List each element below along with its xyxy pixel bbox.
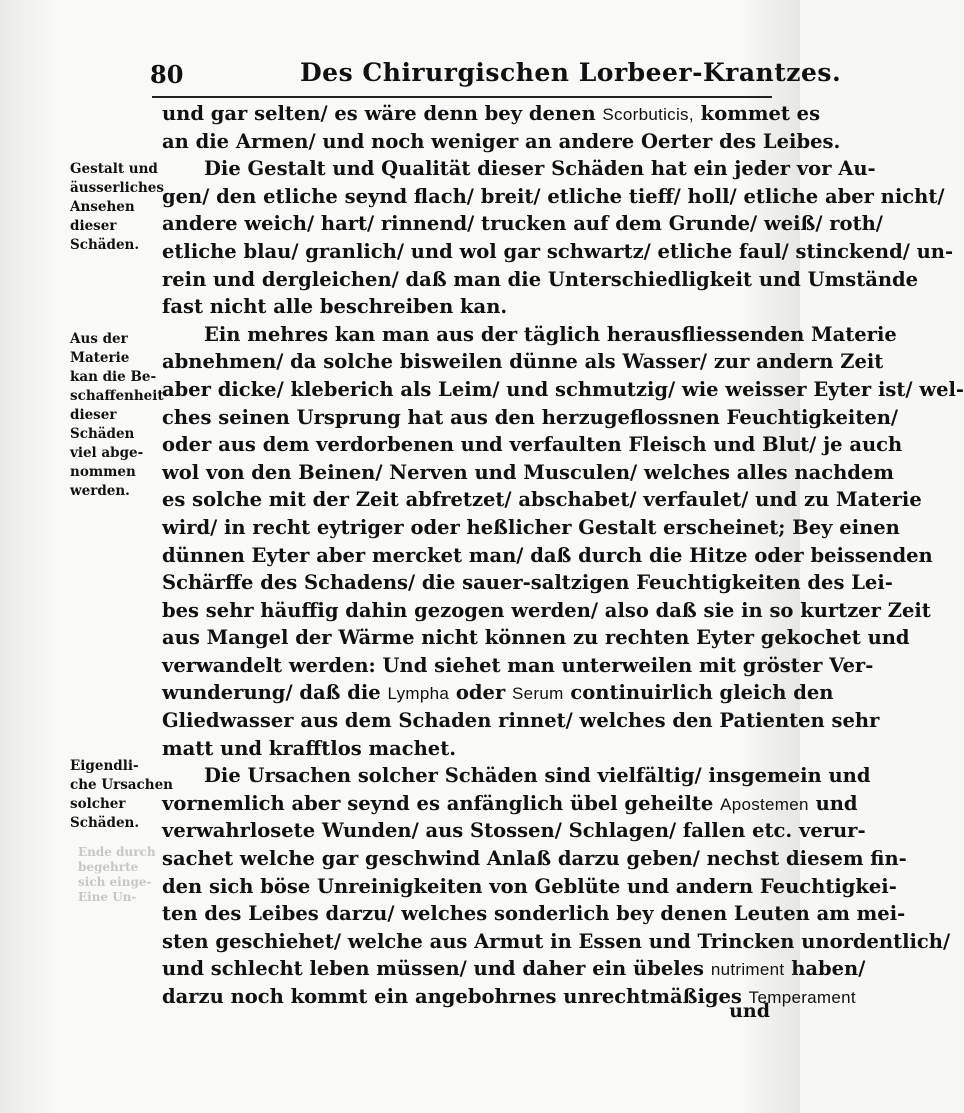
latin-term: Temperament — [748, 988, 856, 1007]
text-segment: abnehmen/ da solche bisweilen dünne als Wasser/ zur andern Zeit — [162, 350, 884, 374]
bleed-line: begehrte — [78, 860, 139, 874]
text-line — [162, 459, 894, 487]
text-segment: rein und dergleichen/ daß man die Unterschiedligkeit und Umstände — [162, 267, 919, 291]
text-line — [162, 955, 866, 983]
margin-note-line: Schäden. — [70, 237, 140, 253]
margin-note-line: schaffenheit — [70, 388, 164, 404]
text-line — [162, 983, 856, 1011]
text-line — [162, 542, 933, 570]
text-segment: sten geschiehet/ welche aus Armut in Essen und Trincken unordentlich/ — [162, 929, 951, 953]
text-line — [162, 679, 834, 707]
text-line — [162, 431, 903, 459]
running-title: Des Chirurgischen Lorbeer-Krantzes. — [300, 58, 842, 87]
text-segment: vornemlich aber seynd es anfänglich übel geheilte — [162, 791, 721, 815]
text-segment: verwandelt werden: Und siehet man unterweilen mit gröster Ver- — [162, 653, 874, 677]
text-segment: verwahrlosete Wunden/ aus Stossen/ Schlagen/ fallen etc. verur- — [162, 819, 866, 843]
text-line — [162, 900, 906, 928]
latin-term: nutriment — [710, 960, 785, 980]
text-line — [162, 928, 951, 956]
text-line — [162, 293, 772, 321]
margin-note-line: Eigendli- — [70, 758, 139, 774]
text-line — [162, 376, 964, 404]
page-header — [150, 58, 842, 98]
text-line — [162, 735, 772, 763]
header-rule — [152, 96, 772, 98]
text-segment: andere weich/ hart/ rinnend/ trucken auf dem Grunde/ weiß/ roth/ — [162, 212, 883, 236]
catchword: und — [729, 1000, 770, 1022]
text-segment: den sich böse Unreinigkeiten von Geblüte und andern Feuchtigkei- — [162, 874, 897, 898]
text-segment: und gar selten/ es wäre denn bey denen — [162, 102, 603, 125]
text-segment: bes sehr häuffig dahin gezogen werden/ also daß sie in so kurtzer Zeit — [162, 598, 931, 622]
text-segment: aus Mangel der Wärme nicht können zu rechten Eyter gekochet und — [162, 626, 910, 650]
margin-note-line: viel abge- — [70, 445, 144, 461]
text-segment: Gliedwasser aus dem Schaden rinnet/ welches den Patienten sehr — [162, 709, 880, 733]
margin-note-line: Materie — [70, 350, 130, 366]
text-segment: sachet welche gar geschwind Anlaß darzu geben/ nechst diesem fin- — [162, 847, 907, 871]
text-line — [162, 514, 900, 542]
text-line — [162, 817, 866, 845]
latin-term: Apostemen — [720, 794, 809, 814]
margin-note-line: Ansehen — [70, 199, 135, 215]
bleed-line: sich einge- — [78, 875, 152, 889]
text-line — [162, 183, 945, 211]
margin-note-matter — [70, 330, 164, 501]
text-segment: Die Gestalt und Qualität dieser Schäden hat ein jeder vor Au- — [204, 157, 876, 181]
latin-term: Lympha — [387, 684, 450, 704]
text-line — [162, 845, 907, 873]
margin-note-line: Schäden — [70, 426, 135, 442]
text-segment: wol von den Beinen/ Nerven und Musculen/ welches alles nachdem — [162, 460, 894, 484]
text-segment: matt und krafftlos machet. — [162, 736, 456, 760]
margin-note-line: Aus der — [70, 331, 128, 347]
text-line — [162, 128, 841, 156]
text-line — [162, 486, 922, 514]
text-line — [162, 266, 919, 294]
text-line — [162, 210, 883, 238]
text-line — [162, 569, 893, 597]
margin-note-line: äusserliches — [70, 180, 164, 196]
text-segment: gen/ den etliche seynd flach/ breit/ etliche tieff/ holl/ etliche aber nicht/ — [162, 184, 945, 208]
text-segment: ches seinen Ursprung hat aus den herzugeflossnen Feuchtigkeiten/ — [162, 405, 899, 429]
text-segment: oder aus dem verdorbenen und verfaulten Fleisch und Blut/ je auch — [162, 433, 903, 457]
text-segment: dünnen Eyter aber mercket man/ daß durch die Hitze oder beissenden — [162, 543, 933, 567]
text-line — [162, 597, 931, 625]
margin-note-line: kan die Be- — [70, 369, 157, 385]
text-segment: continuirlich gleich den — [563, 681, 834, 705]
text-segment: Ein mehres kan man aus der täglich herausfliessenden Materie — [204, 322, 897, 346]
margin-note-causes — [70, 757, 173, 833]
text-segment: kommet es — [693, 102, 821, 125]
text-segment: Die Ursachen solcher Schäden sind vielfältig/ insgemein und — [204, 764, 871, 788]
margin-note-line: Schäden. — [70, 815, 140, 831]
latin-term: Serum — [512, 684, 564, 704]
text-line — [162, 652, 874, 680]
text-segment: Schärffe des Schadens/ die sauer-saltzigen Feuchtigkeiten des Lei- — [162, 571, 893, 595]
text-segment: oder — [449, 681, 513, 705]
body-text — [162, 100, 964, 1011]
margin-note-line: dieser — [70, 218, 117, 234]
text-segment: und schlecht leben müssen/ und daher ein übeles — [162, 957, 711, 981]
text-line — [162, 790, 858, 818]
text-segment: aber dicke/ kleberich als Leim/ und schmutzig/ wie weisser Eyter ist/ wel- — [162, 377, 964, 401]
text-segment: es solche mit der Zeit abfretzet/ abschabet/ verfaulet/ und zu Materie — [162, 488, 922, 512]
text-line — [162, 707, 880, 735]
text-segment: an die Armen/ und noch weniger an andere Oerter des Leibes. — [162, 129, 841, 153]
text-line — [162, 238, 954, 266]
text-segment: und — [808, 791, 858, 815]
margin-note-line: dieser — [70, 407, 117, 423]
text-line — [162, 404, 899, 432]
text-segment: fast nicht alle beschreiben kan. — [162, 295, 508, 319]
page-number: 80 — [150, 60, 184, 89]
text-segment: wunderung/ daß die — [162, 681, 388, 705]
text-segment: haben/ — [784, 957, 866, 981]
latin-term: Scorbuticis, — [602, 105, 694, 124]
text-segment: darzu noch kommt ein angebohrnes unrechtmäßiges — [162, 985, 749, 1008]
text-line — [162, 321, 897, 349]
bleed-line: Eine Un- — [78, 890, 137, 904]
margin-note-shape — [70, 160, 164, 255]
margin-note-line: Gestalt und — [70, 161, 158, 177]
margin-note-line: nommen — [70, 464, 136, 480]
text-line — [162, 873, 897, 901]
text-line — [162, 624, 910, 652]
bleed-through-text — [78, 845, 158, 905]
text-segment: ten des Leibes darzu/ welches sonderlich bey denen Leuten am mei- — [162, 902, 906, 926]
bleed-line: Ende durch — [78, 845, 156, 859]
text-line — [162, 348, 884, 376]
text-line — [162, 762, 871, 790]
margin-note-line: solcher — [70, 796, 126, 812]
text-segment: wird/ in recht eytriger oder heßlicher Gestalt erscheinet; Bey einen — [162, 515, 900, 539]
text-segment: etliche blau/ granlich/ und wol gar schwartz/ etliche faul/ stinckend/ un- — [162, 239, 954, 263]
text-line — [162, 100, 821, 128]
margin-note-line: werden. — [70, 483, 130, 499]
text-line — [162, 155, 876, 183]
margin-note-line: che Ursachen — [70, 777, 173, 793]
